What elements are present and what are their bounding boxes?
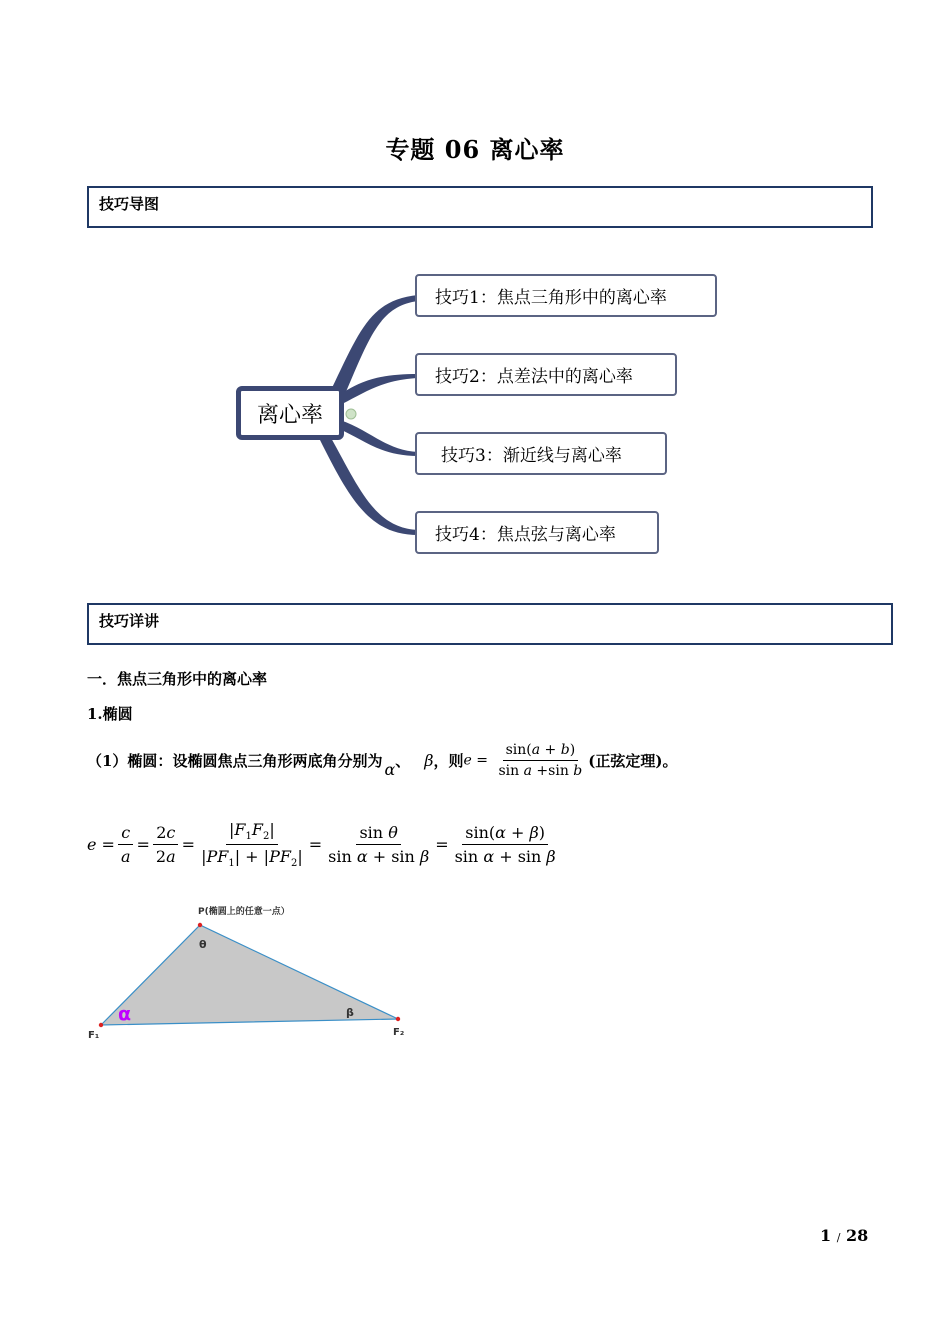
alpha-symbol: α <box>384 760 396 779</box>
section-label: 技巧导图 <box>99 195 160 213</box>
label-alpha: α <box>118 1003 132 1025</box>
heading-ellipse: 1.椭圆 <box>87 705 133 723</box>
mindmap-node-1: 技巧1：焦点三角形中的离心率 <box>415 274 717 317</box>
paragraph-ellipse: （1）椭圆：设椭圆焦点三角形两底角分别为 α 、 β ，则 e = $\frac{\sin(a + b)}{\text{sin a +sin b}}$ (正弦定理)。 <box>87 742 678 779</box>
focal-triangle-figure <box>80 895 430 1055</box>
connector-3 <box>337 420 418 456</box>
inline-formula: e = $\frac{\sin(a + b)}{\text{sin a +sin b}}$ <box>463 742 583 779</box>
label-f2: F₂ <box>393 1027 405 1038</box>
label-beta: β <box>346 1006 354 1019</box>
heading-focal-triangle: 一．焦点三角形中的离心率 <box>87 670 268 688</box>
display-formula: e = $\frac{c}{a}$ = $\frac{2c}{2a}$ = $\frac{|F_1F_2|}{|PF_1| + |PF_2|}$ = $\frac{\text{sin θ}}{\text{sin α + sin β}}$ = $\frac{\sin(\alpha + \beta)}{\text{sin α + sin β}}$ <box>87 820 556 870</box>
beta-symbol: β <box>424 751 434 770</box>
mindmap-node-3: 技巧3：渐近线与离心率 <box>415 432 667 475</box>
label-theta: θ <box>199 938 207 951</box>
mindmap <box>0 0 950 600</box>
mindmap-node-2: 技巧2：点差法中的离心率 <box>415 353 677 396</box>
point-f1 <box>99 1023 103 1027</box>
section-label: 技巧详讲 <box>99 612 160 630</box>
mindmap-node-4: 技巧4：焦点弦与离心率 <box>415 511 659 554</box>
expand-dot-icon <box>346 409 356 419</box>
page-title: 专题 06 离心率 <box>385 135 565 164</box>
label-f1: F₁ <box>88 1030 100 1041</box>
label-p: P(椭圆上的任意一点） <box>198 907 290 917</box>
section-box-details <box>87 603 893 645</box>
point-f2 <box>396 1017 400 1021</box>
mindmap-root: 离心率 <box>236 386 344 440</box>
point-p <box>198 923 202 927</box>
page-number: 1 / 28 <box>820 1226 869 1245</box>
